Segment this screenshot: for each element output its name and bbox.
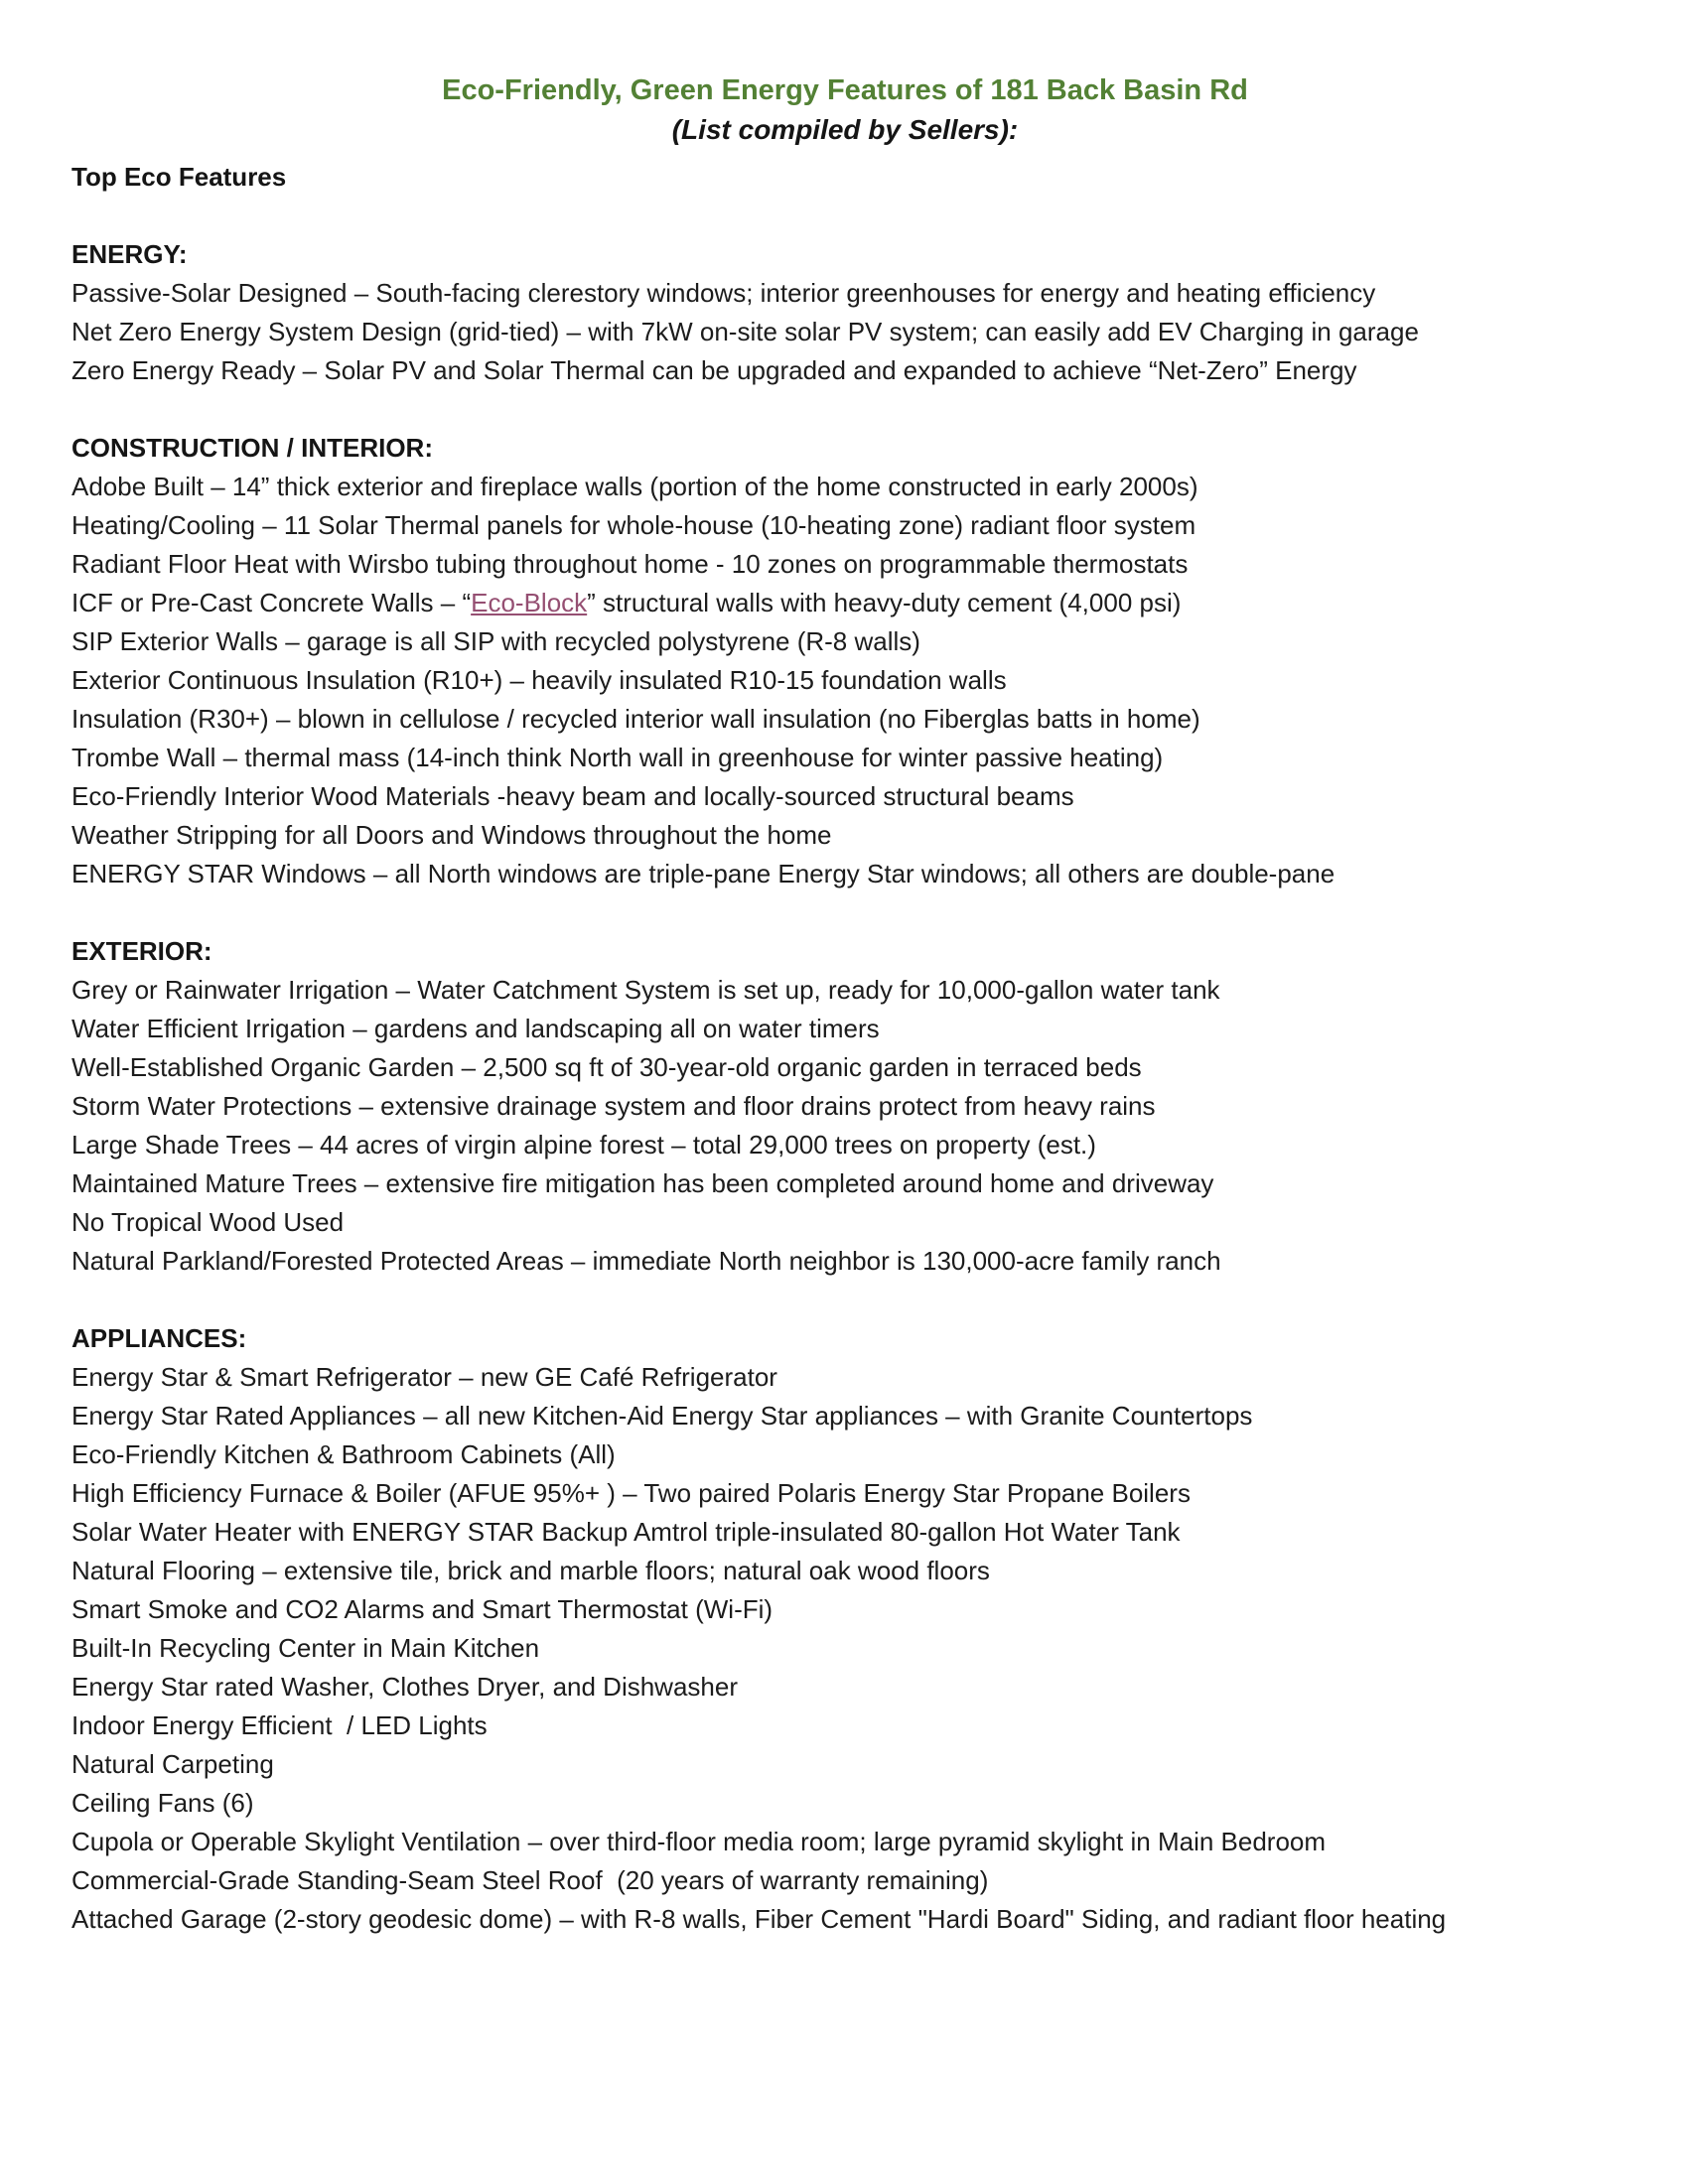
- feature-line: Indoor Energy Efficient / LED Lights: [71, 1710, 488, 1740]
- feature-sections: [71, 235, 1618, 1939]
- section-heading-exterior: EXTERIOR:: [71, 936, 212, 966]
- feature-line: Natural Parkland/Forested Protected Areas – immediate North neighbor is 130,000-acre family ranch: [71, 1246, 1221, 1276]
- feature-line: Natural Flooring – extensive tile, brick and marble floors; natural oak wood floors: [71, 1556, 990, 1585]
- feature-line: [71, 584, 1618, 622]
- feature-line: Insulation (R30+) – blown in cellulose / recycled interior wall insulation (no Fiberglas batts in home): [71, 704, 1200, 734]
- feature-line: Zero Energy Ready – Solar PV and Solar Thermal can be upgraded and expanded to achieve “Net-Zero” Energy: [71, 355, 1357, 385]
- feature-line: Maintained Mature Trees – extensive fire mitigation has been completed around home and driveway: [71, 1168, 1214, 1198]
- feature-text-segment: ” structural walls with heavy-duty cement (4,000 psi): [587, 588, 1182, 617]
- section-heading-appliances: APPLIANCES:: [71, 1323, 247, 1353]
- feature-line: Energy Star rated Washer, Clothes Dryer, and Dishwasher: [71, 1672, 738, 1702]
- feature-line: Energy Star Rated Appliances – all new Kitchen-Aid Energy Star appliances – with Granite Countertops: [71, 1401, 1253, 1431]
- feature-line: No Tropical Wood Used: [71, 1207, 345, 1237]
- feature-line: Radiant Floor Heat with Wirsbo tubing throughout home - 10 zones on programmable thermostats: [71, 549, 1189, 579]
- intro-heading: Top Eco Features: [71, 162, 287, 192]
- feature-line: Natural Carpeting: [71, 1749, 274, 1779]
- feature-line: Passive-Solar Designed – South-facing clerestory windows; interior greenhouses for energy and heating efficiency: [71, 278, 1376, 308]
- section-exterior: [71, 932, 1618, 1281]
- feature-line: Attached Garage (2-story geodesic dome) – with R-8 walls, Fiber Cement "Hardi Board" Siding, and radiant floor heating: [71, 1904, 1447, 1934]
- feature-line: Storm Water Protections – extensive drainage system and floor drains protect from heavy rains: [71, 1091, 1156, 1121]
- feature-line: Weather Stripping for all Doors and Windows throughout the home: [71, 820, 832, 850]
- eco-block-link[interactable]: Eco-Block: [471, 588, 588, 617]
- feature-line: Cupola or Operable Skylight Ventilation – over third-floor media room; large pyramid skylight in Main Bedroom: [71, 1827, 1327, 1856]
- feature-line: Ceiling Fans (6): [71, 1788, 254, 1818]
- section-heading-construction-interior: CONSTRUCTION / INTERIOR:: [71, 433, 433, 463]
- section-construction-interior: [71, 429, 1618, 893]
- feature-line: Eco-Friendly Interior Wood Materials -heavy beam and locally-sourced structural beams: [71, 781, 1074, 811]
- feature-text-segment: ICF or Pre-Cast Concrete Walls – “: [71, 588, 472, 617]
- feature-line: Trombe Wall – thermal mass (14-inch think North wall in greenhouse for winter passive heating): [71, 743, 1164, 772]
- feature-line: Eco-Friendly Kitchen & Bathroom Cabinets (All): [71, 1439, 616, 1469]
- feature-line: Energy Star & Smart Refrigerator – new GE Café Refrigerator: [71, 1362, 777, 1392]
- section-appliances: [71, 1319, 1618, 1939]
- page-title: Eco-Friendly, Green Energy Features of 181 Back Basin Rd: [442, 74, 1248, 106]
- feature-line: Solar Water Heater with ENERGY STAR Backup Amtrol triple-insulated 80-gallon Hot Water Tank: [71, 1517, 1181, 1547]
- feature-line: Water Efficient Irrigation – gardens and landscaping all on water timers: [71, 1014, 880, 1043]
- feature-line: Adobe Built – 14” thick exterior and fireplace walls (portion of the home constructed in early 2000s): [71, 472, 1198, 501]
- feature-line: Net Zero Energy System Design (grid-tied) – with 7kW on-site solar PV system; can easily add EV Charging in garage: [71, 317, 1419, 346]
- feature-line: Heating/Cooling – 11 Solar Thermal panels for whole-house (10-heating zone) radiant floor system: [71, 510, 1196, 540]
- feature-line: ENERGY STAR Windows – all North windows are triple-pane Energy Star windows; all others are double-pane: [71, 859, 1336, 888]
- feature-line: Well-Established Organic Garden – 2,500 sq ft of 30-year-old organic garden in terraced beds: [71, 1052, 1142, 1082]
- page-subtitle: (List compiled by Sellers):: [671, 114, 1019, 145]
- section-energy: [71, 235, 1618, 390]
- feature-line: SIP Exterior Walls – garage is all SIP with recycled polystyrene (R-8 walls): [71, 626, 920, 656]
- feature-line: High Efficiency Furnace & Boiler (AFUE 95%+ ) – Two paired Polaris Energy Star Propane Boilers: [71, 1478, 1191, 1508]
- feature-line: Smart Smoke and CO2 Alarms and Smart Thermostat (Wi-Fi): [71, 1594, 774, 1624]
- feature-line: Grey or Rainwater Irrigation – Water Catchment System is set up, ready for 10,000-gallon water tank: [71, 975, 1220, 1005]
- section-heading-energy: ENERGY:: [71, 239, 188, 269]
- feature-line: Built-In Recycling Center in Main Kitchen: [71, 1633, 540, 1663]
- feature-line: Large Shade Trees – 44 acres of virgin alpine forest – total 29,000 trees on property (est.): [71, 1130, 1096, 1160]
- feature-line: Commercial-Grade Standing-Seam Steel Roof (20 years of warranty remaining): [71, 1865, 989, 1895]
- feature-line: Exterior Continuous Insulation (R10+) – heavily insulated R10-15 foundation walls: [71, 665, 1007, 695]
